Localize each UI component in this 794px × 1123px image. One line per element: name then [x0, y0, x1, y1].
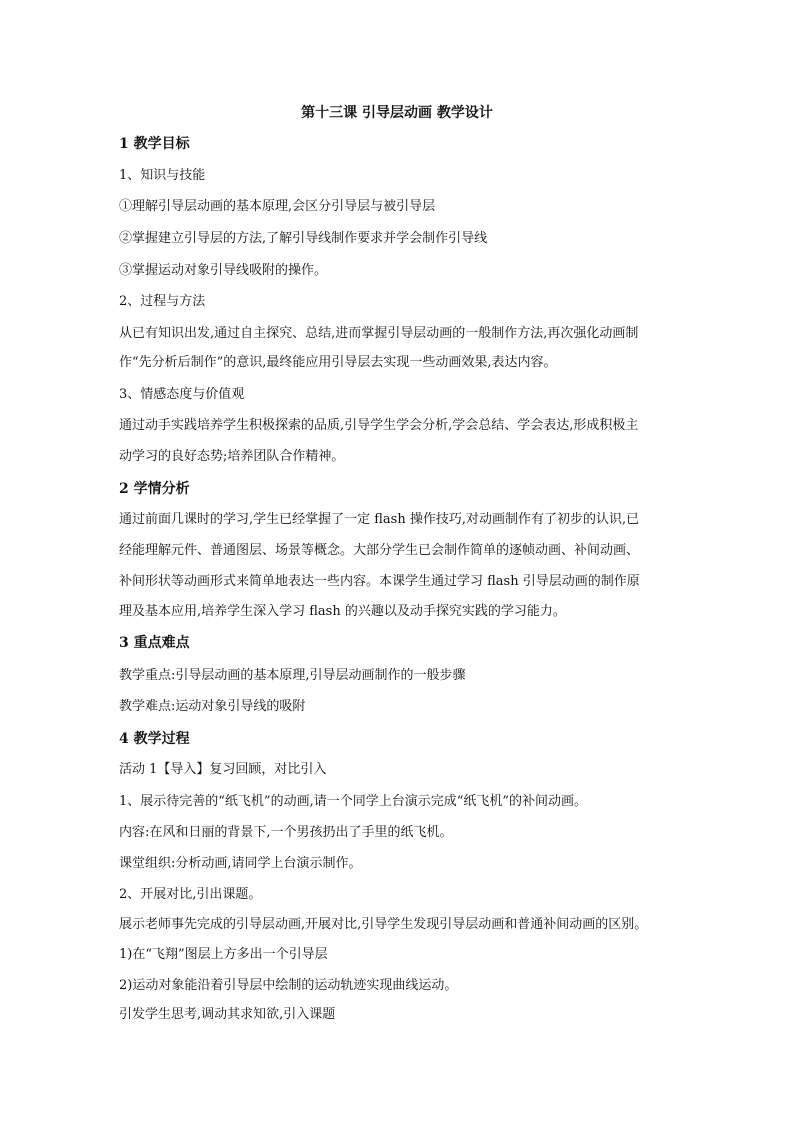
paragraph-line: 作“先分析后制作”的意识,最终能应用引导层去实现一些动画效果,表达内容。	[119, 355, 557, 370]
paragraph-line: 从已有知识出发,通过自主探究、总结,进而掌握引导层动画的一般制作方法,再次强化动画制	[119, 326, 639, 341]
paragraph-line: ②掌握建立引导层的方法,了解引导线制作要求并学会制作引导线	[119, 231, 488, 246]
paragraph-line: 补间形状等动画形式来简单地表达一些内容。本课学生通过学习 flash 引导层动画的制作原	[119, 574, 640, 589]
paragraph-line: 教学重点:引导层动画的基本原理,引导层动画制作的一般步骤	[119, 668, 466, 683]
section-heading: 1 教学目标	[119, 136, 190, 152]
paragraph-line: 3、情感态度与价值观	[119, 387, 245, 402]
section-heading: 2 学情分析	[119, 481, 190, 497]
paragraph-line: 内容:在风和日丽的背景下,一个男孩扔出了手里的纸飞机。	[119, 825, 453, 840]
paragraph-line: 1、展示待完善的“纸飞机”的动画,请一个同学上台演示完成“纸飞机”的补间动画。	[119, 794, 587, 809]
paragraph-line: 课堂组织:分析动画,请同学上台演示制作。	[119, 856, 362, 871]
section-heading: 4 教学过程	[119, 731, 190, 747]
paragraph-line: 引发学生思考,调动其求知欲,引入课题	[119, 1007, 336, 1022]
paragraph-line: 1、知识与技能	[119, 168, 206, 183]
paragraph-line: 动学习的良好态势;培养团队合作精神。	[119, 449, 345, 464]
paragraph-line: 通过动手实践培养学生积极探索的品质,引导学生学会分析,学会总结、学会表达,形成积极主	[119, 418, 639, 433]
paragraph-line: 通过前面几课时的学习,学生已经掌握了一定 flash 操作技巧,对动画制作有了初步的认识,已	[119, 512, 640, 527]
section-heading: 3 重点难点	[119, 635, 190, 651]
paragraph-line: 2、过程与方法	[119, 294, 206, 309]
paragraph-line: 展示老师事先完成的引导层动画,开展对比,引导学生发现引导层动画和普通补间动画的区别。	[119, 917, 648, 932]
paragraph-line: ③掌握运动对象引导线吸附的操作。	[119, 263, 328, 278]
paragraph-line: 2)运动对象能沿着引导层中绘制的运动轨迹实现曲线运动。	[119, 978, 458, 993]
paragraph-line: 1)在“飞翔”图层上方多出一个引导层	[119, 947, 328, 962]
page-title: 第十三课 引导层动画 教学设计	[301, 105, 493, 121]
paragraph-line: 理及基本应用,培养学生深入学习 flash 的兴趣以及动手探究实践的学习能力。	[119, 604, 566, 619]
paragraph-line: 活动 1【导入】复习回顾，对比引入	[119, 762, 327, 777]
paragraph-line: 教学难点:运动对象引导线的吸附	[119, 699, 306, 714]
paragraph-line: 经能理解元件、普通图层、场景等概念。大部分学生已会制作简单的逐帧动画、补间动画、	[119, 543, 640, 558]
paragraph-line: ①理解引导层动画的基本原理,会区分引导层与被引导层	[119, 199, 436, 214]
paragraph-line: 2、开展对比,引出课题。	[119, 887, 262, 902]
